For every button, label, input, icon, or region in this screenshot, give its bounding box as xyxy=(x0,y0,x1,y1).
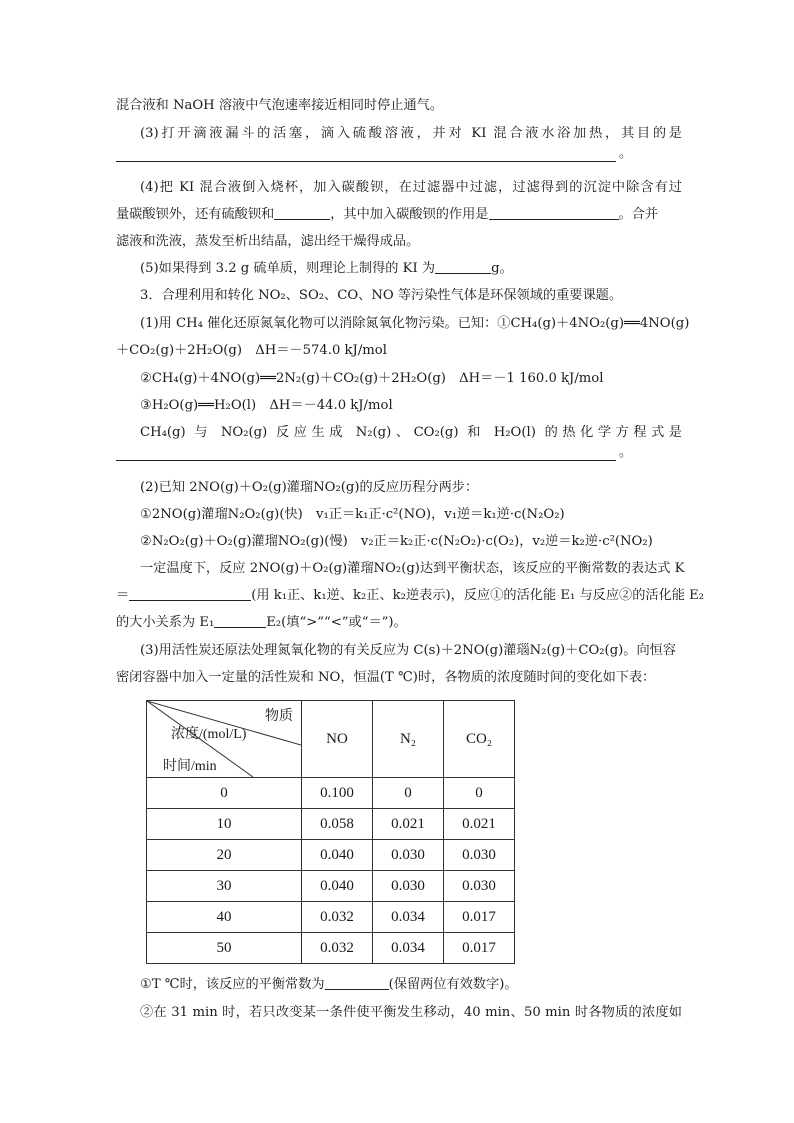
table-cell: 30 xyxy=(147,871,302,902)
table-row xyxy=(147,778,515,809)
column-header: N₂ xyxy=(373,701,444,778)
table-cell: 0.100 xyxy=(302,778,373,809)
text-segment: E₂(填“>”“<”或“＝”)。 xyxy=(266,615,407,630)
table-cell: 0.030 xyxy=(444,840,515,871)
text-segment: (保留两位有效数字)。 xyxy=(388,977,518,992)
table-cell: 0.040 xyxy=(302,840,373,871)
equation-line: ＋CO₂(g)＋2H₂O(g) ΔH＝－574.0 kJ/mol xyxy=(116,343,387,358)
text-segment: (用 k₁正、k₁逆、k₂正、k₂逆表示)，反应①的活化能 E₁ 与反应②的活化能 E₂ xyxy=(251,588,705,603)
answer-blank xyxy=(435,259,491,274)
table-row xyxy=(147,933,515,964)
table-cell: 0.040 xyxy=(302,871,373,902)
table-row xyxy=(147,809,515,840)
question-3-3-line: (3)用活性炭还原法处理氮氧化物的有关反应为 C(s)＋2NO(g)灌瑙N₂(g)＋CO₂(g)。向恒容 xyxy=(140,643,677,658)
answer-blank xyxy=(325,975,389,990)
text-segment: 的大小关系为 E₁ xyxy=(116,615,215,630)
table-cell: 10 xyxy=(147,809,302,840)
question-3-1-line: (1)用 CH₄ 催化还原氮氧化物可以消除氮氧化物污染。已知：①CH₄(g)＋4NO₂(g)══4NO(g) xyxy=(140,316,690,331)
table-cell: 0 xyxy=(373,778,444,809)
question-3-part-4: (4)把 KI 混合液倒入烧杯，加入碳酸钡，在过滤器中过滤，过滤得到的沉淀中除含有过 xyxy=(140,180,682,195)
question-3-2-line: (2)已知 2NO(g)＋O₂(g)灌瑠NO₂(g)的反应历程分两步： xyxy=(140,480,479,495)
text-segment: ＝ xyxy=(116,588,130,603)
table-cell: 20 xyxy=(147,840,302,871)
text-segment: (5)如果得到 3.2 g 硫单质，则理论上制得的 KI 为 xyxy=(140,261,436,276)
table-row xyxy=(147,840,515,871)
text-segment: ，其中加入碳酸钡的作用是 xyxy=(330,207,489,222)
table-cell: 40 xyxy=(147,902,302,933)
equation-line: ②N₂O₂(g)＋O₂(g)灌瑠NO₂(g)(慢) v₂正＝k₂正·c(N₂O₂)·c(O₂)，v₂逆＝k₂逆·c²(NO₂) xyxy=(140,534,653,549)
column-header: CO₂ xyxy=(444,701,515,778)
answer-blank xyxy=(116,161,616,162)
table-cell: 0.032 xyxy=(302,902,373,933)
table-row xyxy=(147,902,515,933)
table-cell: 0.017 xyxy=(444,933,515,964)
corner-label-concentration: 浓度/(mol/L) xyxy=(171,727,247,742)
table-corner-cell xyxy=(147,701,302,778)
equation-line: ①2NO(g)灌瑠N₂O₂(g)(快) v₁正＝k₁正·c²(NO)，v₁逆＝k₁逆·c(N₂O₂) xyxy=(140,507,565,522)
text-segment: ①T ℃时，该反应的平衡常数为 xyxy=(140,977,325,992)
paragraph-line: 一定温度下，反应 2NO(g)＋O₂(g)灌瑠NO₂(g)达到平衡状态，该反应的平衡常数的表达式 K xyxy=(140,561,685,576)
text-segment: 。合并 xyxy=(618,207,659,222)
answer-line-row xyxy=(0,144,794,164)
table-cell: 0.030 xyxy=(373,840,444,871)
corner-label-time: 时间/min xyxy=(163,759,217,774)
table-cell: 0 xyxy=(444,778,515,809)
table-cell: 0.021 xyxy=(373,809,444,840)
paragraph-line xyxy=(116,205,682,225)
answer-blank xyxy=(274,205,330,220)
paragraph-line: 混合液和 NaOH 溶液中气泡速率接近相同时停止通气。 xyxy=(116,98,444,113)
paragraph-line: 滤液和洗液，蒸发至析出结晶，滤出经干燥得成品。 xyxy=(116,234,420,249)
table-cell: 50 xyxy=(147,933,302,964)
paragraph-line xyxy=(116,613,682,633)
question-3-part-3: (3)打开滴液漏斗的活塞，滴入硫酸溶液，并对 KI 混合液水浴加热，其目的是 xyxy=(140,126,682,141)
equation-line: ②CH₄(g)＋4NO(g)══2N₂(g)＋CO₂(g)＋2H₂O(g) ΔH＝－1 160.0 kJ/mol xyxy=(140,371,604,386)
table-cell: 0.017 xyxy=(444,902,515,933)
answer-blank xyxy=(489,205,619,220)
concentration-table xyxy=(146,700,515,964)
question-3-heading: 3．合理利用和转化 NO₂、SO₂、CO、NO 等污染性气体是环保领域的重要课题。 xyxy=(140,288,623,303)
table-cell: 0.030 xyxy=(444,871,515,902)
question-prompt: CH₄(g) 与 NO₂(g) 反应生成 N₂(g)、CO₂(g) 和 H₂O(l) 的热化学方程式是 xyxy=(140,425,682,440)
question-3-part-5 xyxy=(140,259,682,279)
text-segment: 量碳酸钡外，还有硫酸钡和 xyxy=(116,207,275,222)
equation-line: ③H₂O(g)══H₂O(l) ΔH＝－44.0 kJ/mol xyxy=(140,398,393,413)
answer-blank xyxy=(129,586,251,601)
paragraph-line xyxy=(116,586,705,606)
answer-line-row xyxy=(0,443,794,463)
text-segment: g。 xyxy=(491,261,513,276)
question-3-3-sub-1 xyxy=(140,975,682,995)
paragraph-line: 密闭容器中加入一定量的活性炭和 NO，恒温(T ℃)时，各物质的浓度随时间的变化如下表： xyxy=(116,670,656,685)
answer-blank xyxy=(116,460,616,461)
table-cell: 0.034 xyxy=(373,902,444,933)
table-cell: 0.030 xyxy=(373,871,444,902)
table-row xyxy=(147,871,515,902)
table-cell: 0.034 xyxy=(373,933,444,964)
table-cell: 0.032 xyxy=(302,933,373,964)
answer-blank xyxy=(214,613,266,628)
question-3-3-sub-2: ②在 31 min 时，若只改变某一条件使平衡发生移动，40 min、50 min 时各物质的浓度如 xyxy=(140,1005,682,1020)
corner-label-substance: 物质 xyxy=(265,709,293,724)
period: 。 xyxy=(619,445,633,460)
column-header: NO xyxy=(302,701,373,778)
table-cell: 0 xyxy=(147,778,302,809)
table-cell: 0.021 xyxy=(444,809,515,840)
table-cell: 0.058 xyxy=(302,809,373,840)
table-header-row xyxy=(147,701,515,778)
period: 。 xyxy=(619,146,633,161)
